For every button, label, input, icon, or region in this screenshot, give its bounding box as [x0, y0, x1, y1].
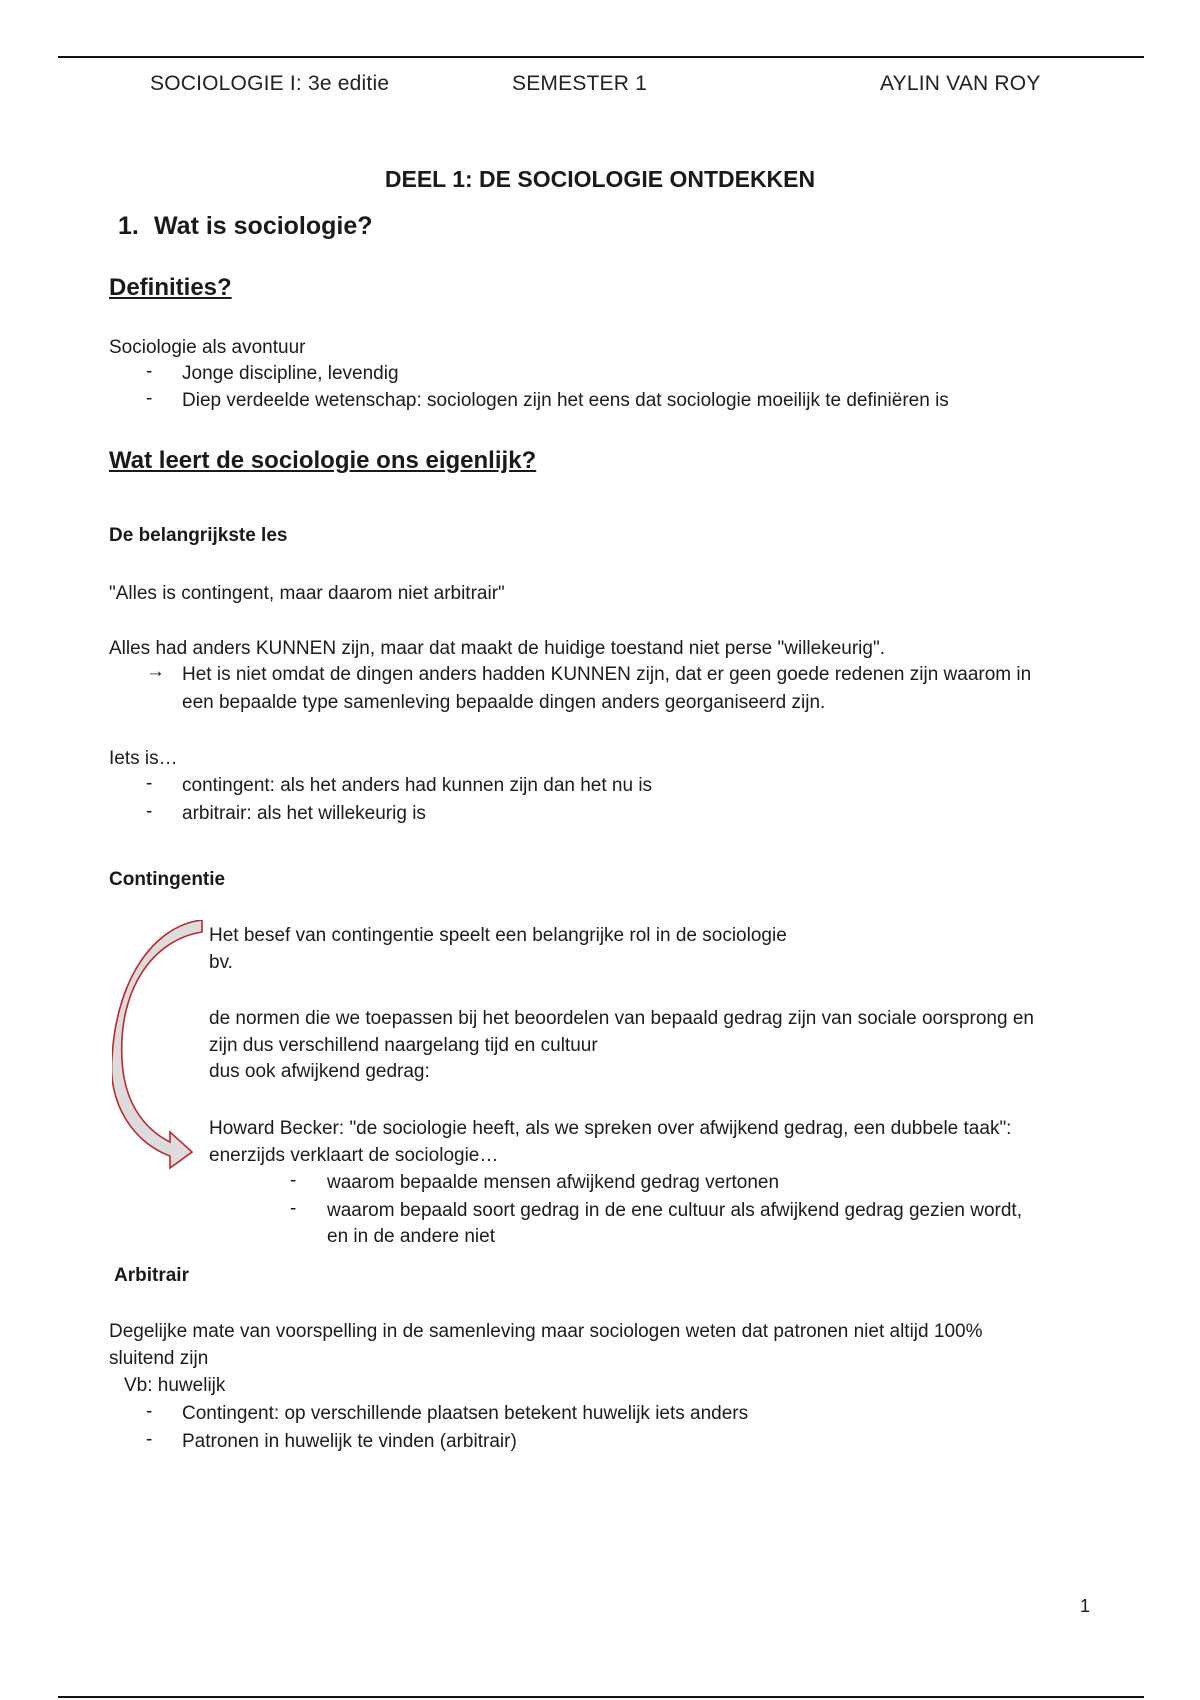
example-label: Vb: huwelijk	[124, 1375, 226, 1396]
contingentie-line: de normen die we toepassen bij het beoordelen van bepaald gedrag zijn van sociale oorsprong en	[209, 1008, 1034, 1029]
curved-arrow-icon	[112, 920, 212, 1170]
heading-definities: Definities?	[109, 274, 232, 301]
arbitrair-line: Degelijke mate van voorspelling in de samenleving maar sociologen weten dat patronen niet altijd 100%	[109, 1321, 983, 1342]
subheading-arbitrair: Arbitrair	[114, 1265, 189, 1286]
paragraph: Alles had anders KUNNEN zijn, maar dat maakt de huidige toestand niet perse "willekeurig".	[109, 638, 885, 659]
list-item: waarom bepaalde mensen afwijkend gedrag vertonen	[327, 1172, 780, 1193]
curved-arrow-shape	[112, 920, 202, 1168]
header-semester: SEMESTER 1	[512, 72, 648, 95]
bullet-dash: -	[146, 361, 153, 382]
arrow-line: een bepaalde type samenleving bepaalde dingen anders georganiseerd zijn.	[182, 692, 826, 713]
contingentie-line: dus ook afwijkend gedrag:	[209, 1061, 430, 1082]
bullet-dash: -	[146, 773, 153, 794]
bullet-dash: -	[146, 1401, 153, 1422]
arrow-line: Het is niet omdat de dingen anders hadden KUNNEN zijn, dat er geen goede redenen zijn waarom in	[182, 664, 1032, 685]
page-number: 1	[1080, 1596, 1091, 1616]
bullet-dash: -	[290, 1198, 297, 1219]
arbitrair-line: sluitend zijn	[109, 1348, 209, 1369]
list-item: arbitrair: als het willekeurig is	[182, 803, 426, 824]
header-author: AYLIN VAN ROY	[880, 72, 1041, 95]
definities-intro: Sociologie als avontuur	[109, 337, 306, 358]
bullet-dash: -	[146, 801, 153, 822]
list-item: Diep verdeelde wetenschap: sociologen zijn het eens dat sociologie moeilijk te definiëren is	[182, 390, 949, 411]
subheading-contingentie: Contingentie	[109, 869, 226, 890]
list-item: waarom bepaald soort gedrag in de ene cultuur als afwijkend gedrag gezien wordt,	[327, 1200, 1022, 1221]
list-item: Patronen in huwelijk te vinden (arbitrair)	[182, 1431, 517, 1452]
header-rule	[58, 56, 1144, 58]
list-item: Contingent: op verschillende plaatsen betekent huwelijk iets anders	[182, 1403, 749, 1424]
contingentie-line: Het besef van contingentie speelt een belangrijke rol in de sociologie	[209, 925, 787, 946]
bullet-dash: -	[146, 388, 153, 409]
quote: "Alles is contingent, maar daarom niet arbitrair"	[109, 583, 505, 604]
header-course: SOCIOLOGIE I: 3e editie	[150, 72, 390, 95]
subheading-belangrijkste-les: De belangrijkste les	[109, 525, 288, 546]
section-title: Wat is sociologie?	[154, 212, 373, 240]
contingentie-line: zijn dus verschillend naargelang tijd en cultuur	[209, 1035, 598, 1056]
section-number: 1.	[118, 212, 139, 240]
contingentie-line: enerzijds verklaart de sociologie…	[209, 1145, 499, 1166]
footer-rule	[58, 1696, 1144, 1698]
page-title: DEEL 1: DE SOCIOLOGIE ONTDEKKEN	[384, 166, 816, 192]
right-arrow-icon: →	[146, 661, 165, 682]
contingentie-line: Howard Becker: "de sociologie heeft, als we spreken over afwijkend gedrag, een dubbele taak":	[209, 1118, 1012, 1139]
iets-is: Iets is…	[109, 748, 178, 769]
list-item: Jonge discipline, levendig	[182, 363, 399, 384]
bullet-dash: -	[146, 1429, 153, 1450]
list-item: contingent: als het anders had kunnen zijn dan het nu is	[182, 775, 653, 796]
list-item-continuation: en in de andere niet	[327, 1226, 495, 1247]
bullet-dash: -	[290, 1170, 297, 1191]
heading-wat-leert: Wat leert de sociologie ons eigenlijk?	[109, 447, 537, 474]
contingentie-line: bv.	[209, 952, 233, 973]
